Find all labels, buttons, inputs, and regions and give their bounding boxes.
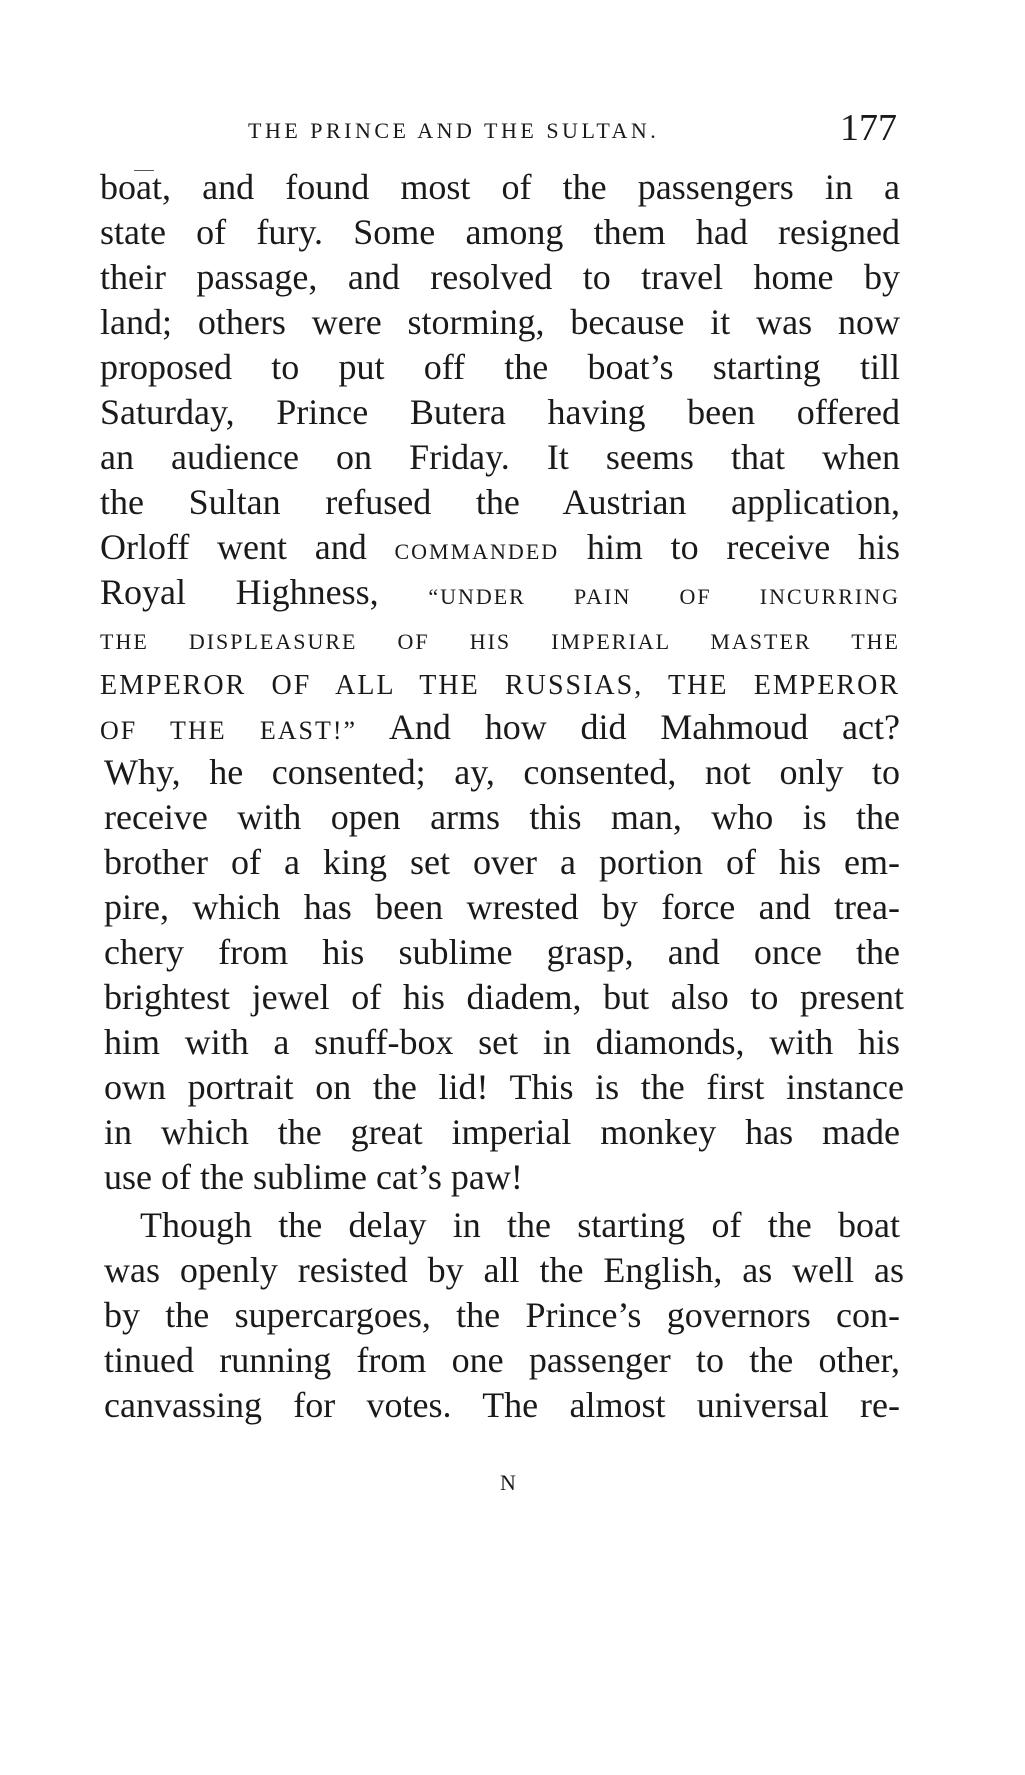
text-line: boat, and found most of the passengers in a	[100, 167, 900, 207]
text-line: brightest jewel of his diadem, but also to present	[104, 977, 904, 1017]
text-line: proposed to put off the boat’s starting till	[100, 347, 900, 387]
small-caps-segment: OF THE EAST!”	[100, 716, 358, 745]
text-segment: Royal Highness,	[100, 572, 379, 612]
small-caps-word: COMMANDED	[394, 539, 560, 564]
text-line: the Sultan refused the Austrian application,	[100, 482, 900, 522]
text-segment: him to receive his	[586, 527, 901, 567]
text-line: own portrait on the lid! This is the first instance	[104, 1067, 904, 1107]
text-line	[100, 657, 900, 707]
running-head	[0, 106, 1025, 156]
text-line: in which the great imperial monkey has made	[104, 1112, 900, 1152]
text-line: their passage, and resolved to travel home by	[100, 257, 900, 297]
page-number: 177	[840, 107, 897, 149]
small-caps-segment: “UNDER PAIN OF INCURRING	[428, 584, 900, 609]
text-line: brother of a king set over a portion of his em-	[104, 842, 900, 882]
small-caps-segment: EMPEROR OF ALL THE RUSSIAS, THE EMPEROR	[100, 670, 900, 701]
text-line: Saturday, Prince Butera having been offered	[100, 392, 900, 432]
text-line: chery from his sublime grasp, and once the	[104, 932, 900, 972]
text-segment: And how did Mahmoud act?	[388, 707, 900, 747]
text-line: was openly resisted by all the English, as well as	[104, 1250, 904, 1290]
text-line	[100, 702, 900, 752]
text-line: Though the delay in the starting of the boat	[140, 1205, 900, 1245]
text-line	[100, 567, 900, 617]
text-line	[100, 612, 900, 662]
text-line: receive with open arms this man, who is the	[104, 797, 900, 837]
text-line: state of fury. Some among them had resigned	[100, 212, 900, 252]
text-segment: Orloff went and	[100, 527, 367, 567]
text-line: pire, which has been wrested by force and trea-	[104, 887, 900, 927]
text-line: by the supercargoes, the Prince’s governors con-	[104, 1295, 900, 1335]
text-line: Why, he consented; ay, consented, not only to	[104, 752, 900, 792]
text-line: land; others were storming, because it was now	[100, 302, 900, 342]
small-caps-segment: THE DISPLEASURE OF HIS IMPERIAL MASTER THE	[100, 629, 900, 654]
running-title: THE PRINCE AND THE SULTAN.	[248, 118, 660, 143]
text-line: tinued running from one passenger to the other,	[104, 1340, 900, 1380]
text-line: him with a snuff-box set in diamonds, with his	[104, 1022, 900, 1062]
text-line: use of the sublime cat’s paw!	[104, 1157, 523, 1197]
text-line: canvassing for votes. The almost universal re-	[104, 1385, 900, 1425]
text-line	[100, 522, 900, 572]
signature-mark: N	[500, 1470, 516, 1495]
text-line: an audience on Friday. It seems that when	[100, 437, 900, 477]
